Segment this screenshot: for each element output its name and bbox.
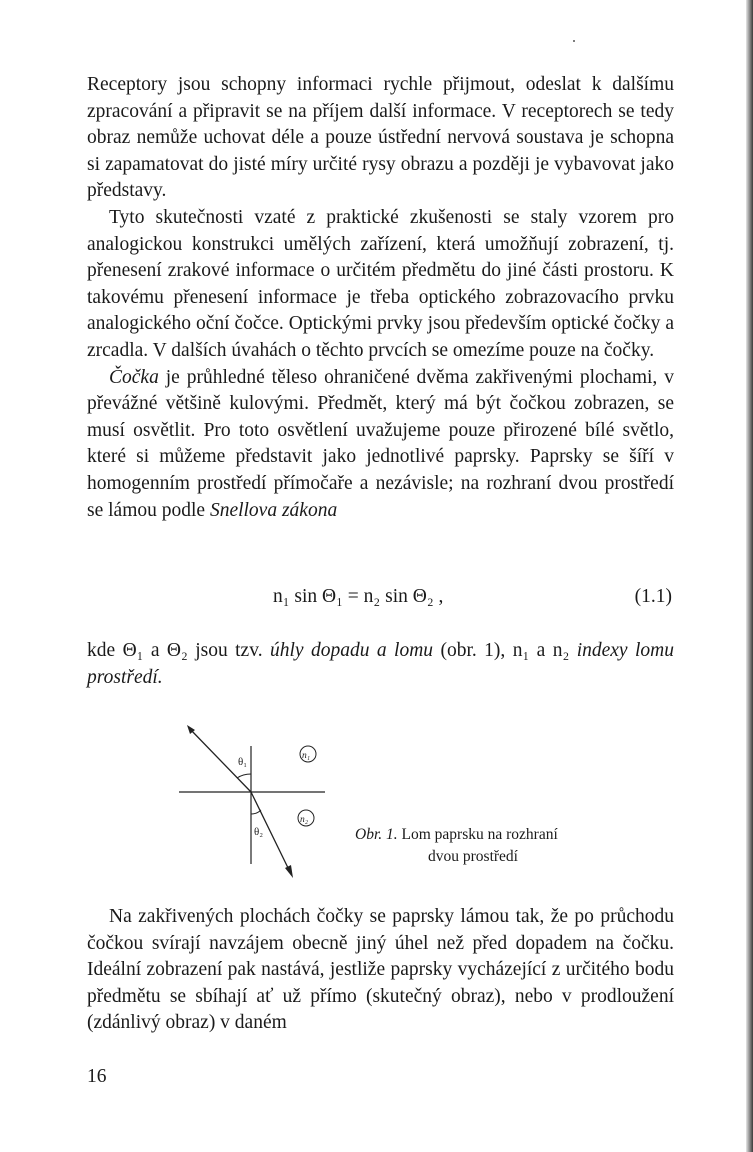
lens-definition-text: je průhledné těleso ohraničené dvěma zakřivenými plochami, v převážné většině kulovými. Předmět, který má být čočkou zobrazen, se musí osvětlit. Pro toto osvětlení uvažujeme pouze přirozené bílé světlo, které si můžeme představit jako jednotlivé paprsky. Paprsky se šíří v homogenním prostředí přímočaře a nezávisle; na rozhraní dvou prostředí se lámou podle (87, 366, 674, 521)
theta2-label: θ₂ (254, 826, 264, 838)
medium2-label: n₂ (300, 815, 309, 825)
paragraph-analogy: Tyto skutečnosti vzaté z praktické zkušenosti se staly vzorem pro analogickou konstrukci umělých zařízení, která umožňují zobrazení, tj. přenesení zrakové informace o určitém předmětu do jiné části prostoru. K takovému přenesení informace je třeba optického zobrazovacího prvku analogického oční čočce. Optickými prvky jsou především optické čočky a zrcadla. V dalších úvahách o těchto prvcích se omezíme pouze na čočky. (87, 206, 674, 361)
paragraph-receptors: Receptory jsou schopny informaci rychle přijmout, odeslat k dalšímu zpracování a připravit se na příjem další informace. V receptorech se tedy obraz nemůže uchovat déle a pouze ústřední nervová soustava je schopna si zapamatovat do jisté míry určité rysy obrazu a později je vybavovat jako představy. (87, 74, 674, 202)
paragraph-lens-definition (87, 365, 674, 525)
formula-explanation (87, 638, 674, 691)
term-cocka: Čočka (109, 366, 159, 388)
snell-formula (87, 584, 674, 610)
explanation-part-1: kde Θ₁ a Θ₂ jsou tzv. (87, 640, 270, 661)
paragraph-curved-surfaces: Na zakřivených plochách čočky se paprsky lámou tak, že po průchodu čočkou svírají navzájem obecně jiný úhel než před dopadem na čočku. Ideální zobrazení pak nastává, jestliže paprsky vycházející z určitého bodu předmětu se sbíhají ať už přímo (skutečný obraz), nebo v prodloužení (zdánlivý obraz) v daném (87, 906, 674, 1034)
formula-number: (1.1) (634, 586, 672, 607)
term-snell-law: Snellova zákona (209, 499, 338, 521)
medium1-label: n₁ (302, 751, 311, 761)
theta1-label: θ₁ (238, 756, 248, 768)
angle-arc-1 (237, 774, 251, 778)
formula-equation: n₁ sin Θ₁ = n₂ sin Θ₂ , (273, 586, 444, 607)
refracted-arrow-icon (285, 865, 293, 878)
speck (573, 40, 575, 42)
refraction-diagram (175, 722, 335, 882)
body-text-top (87, 72, 674, 524)
caption-line-1: Lom paprsku na rozhraní (401, 826, 558, 843)
caption-line-2: dvou prostředí (428, 848, 518, 865)
term-refractive-indices: indexy lomu prostředí. (87, 640, 674, 688)
explanation-paragraph (87, 638, 674, 691)
caption-label: Obr. 1. (355, 826, 398, 843)
term-angles: úhly dopadu a lomu (269, 640, 434, 661)
explanation-part-3: (obr. 1), n₁ a n₂ (433, 640, 577, 661)
page-edge-shadow (746, 0, 753, 1152)
page-number: 16 (87, 1066, 107, 1087)
body-text-bottom (87, 904, 674, 1037)
figure-caption (355, 824, 625, 868)
